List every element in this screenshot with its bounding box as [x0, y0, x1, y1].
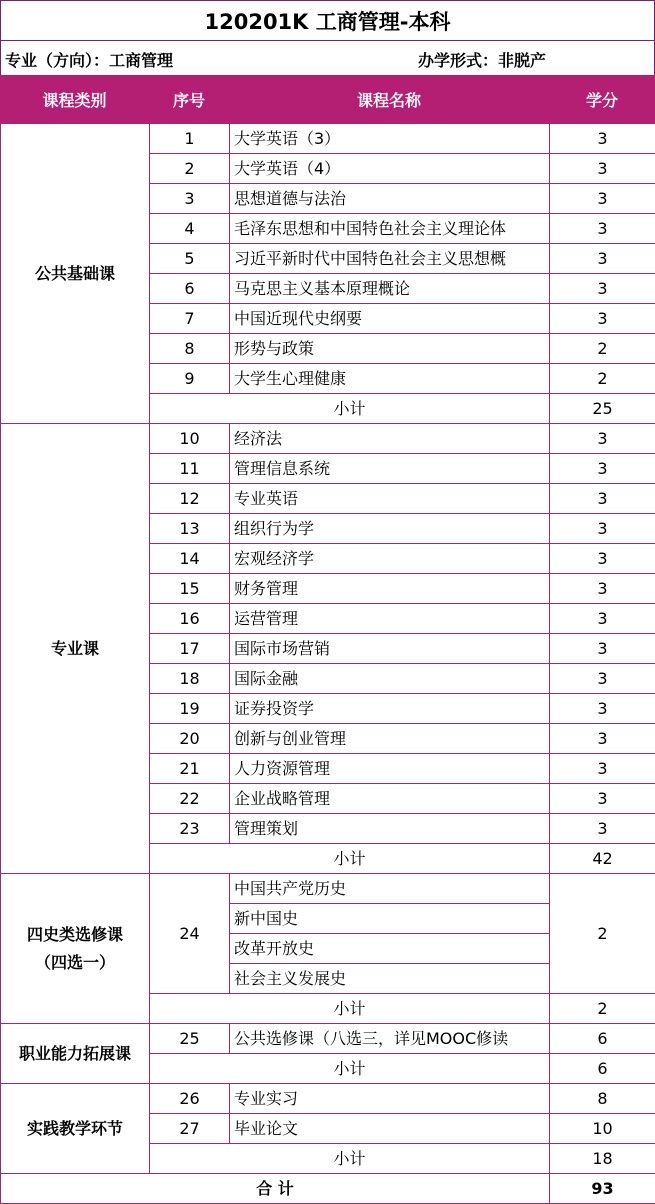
subtotal-value: 18 — [550, 1144, 655, 1174]
credit-cell: 3 — [550, 544, 655, 574]
course-name-cell: 专业英语 — [230, 484, 550, 514]
seq-cell: 6 — [150, 274, 230, 304]
subtotal-label: 小计 — [150, 1054, 550, 1084]
credit-cell: 3 — [550, 304, 655, 334]
credit-cell: 3 — [550, 514, 655, 544]
category-cell: 实践教学环节 — [1, 1084, 150, 1174]
total-row — [1, 1174, 655, 1204]
course-name-cell: 习近平新时代中国特色社会主义思想概 — [230, 244, 550, 274]
course-name-cell: 管理策划 — [230, 814, 550, 844]
credit-cell: 6 — [550, 1024, 655, 1054]
course-name-cell: 组织行为学 — [230, 514, 550, 544]
credit-cell: 8 — [550, 1084, 655, 1114]
credit-cell: 3 — [550, 274, 655, 304]
seq-cell: 14 — [150, 544, 230, 574]
seq-cell: 22 — [150, 784, 230, 814]
table-row — [1, 1024, 655, 1054]
category-cell — [1, 874, 150, 1024]
seq-cell: 9 — [150, 364, 230, 394]
category-name-line1: 四史类选修课 — [26, 924, 123, 944]
seq-cell: 5 — [150, 244, 230, 274]
course-table — [0, 123, 655, 1204]
course-name-cell: 管理信息系统 — [230, 454, 550, 484]
course-name-cell: 中国近现代史纲要 — [230, 304, 550, 334]
seq-cell: 25 — [150, 1024, 230, 1054]
course-name-cell: 创新与创业管理 — [230, 724, 550, 754]
category-name-line2: （四选一） — [34, 952, 115, 972]
category-cell: 职业能力拓展课 — [1, 1024, 150, 1084]
credit-cell: 3 — [550, 754, 655, 784]
seq-cell: 4 — [150, 214, 230, 244]
credit-cell: 3 — [550, 454, 655, 484]
seq-cell: 3 — [150, 184, 230, 214]
category-cell: 专业课 — [1, 424, 150, 874]
seq-cell: 16 — [150, 604, 230, 634]
course-name-cell: 国际金融 — [230, 664, 550, 694]
subtotal-value: 25 — [550, 394, 655, 424]
credit-cell: 2 — [550, 364, 655, 394]
subtotal-value: 42 — [550, 844, 655, 874]
credit-cell: 3 — [550, 724, 655, 754]
course-name-cell: 思想道德与法治 — [230, 184, 550, 214]
credit-cell: 3 — [550, 694, 655, 724]
course-name-cell: 宏观经济学 — [230, 544, 550, 574]
course-name-cell: 大学英语（4） — [230, 154, 550, 184]
seq-cell: 11 — [150, 454, 230, 484]
program-info — [0, 40, 655, 76]
seq-cell: 10 — [150, 424, 230, 454]
subtotal-label: 小计 — [150, 844, 550, 874]
table-row — [1, 1084, 655, 1114]
credit-cell: 2 — [550, 334, 655, 364]
header-name: 课程名称 — [356, 90, 421, 110]
seq-cell: 8 — [150, 334, 230, 364]
credit-cell: 3 — [550, 664, 655, 694]
subtotal-value: 6 — [550, 1054, 655, 1084]
seq-cell: 20 — [150, 724, 230, 754]
credit-cell: 3 — [550, 424, 655, 454]
course-name-cell: 形势与政策 — [230, 334, 550, 364]
seq-cell: 18 — [150, 664, 230, 694]
seq-cell: 15 — [150, 574, 230, 604]
subtotal-label: 小计 — [150, 994, 550, 1024]
subtotal-value: 2 — [550, 994, 655, 1024]
course-name-cell: 专业实习 — [230, 1084, 550, 1114]
subtotal-label: 小计 — [150, 394, 550, 424]
course-name-cell: 企业战略管理 — [230, 784, 550, 814]
seq-cell: 23 — [150, 814, 230, 844]
header-credit: 学分 — [585, 90, 618, 110]
credit-cell: 10 — [550, 1114, 655, 1144]
course-name-cell: 马克思主义基本原理概论 — [230, 274, 550, 304]
credit-cell: 3 — [550, 784, 655, 814]
credit-cell: 3 — [550, 634, 655, 664]
credit-cell: 3 — [550, 214, 655, 244]
total-value: 93 — [550, 1174, 655, 1204]
course-name-cell: 经济法 — [230, 424, 550, 454]
course-name-cell: 新中国史 — [230, 904, 550, 934]
credit-cell: 3 — [550, 154, 655, 184]
course-name-cell: 毛泽东思想和中国特色社会主义理论体 — [230, 214, 550, 244]
course-name-cell: 公共选修课（八选三，详见MOOC修读 — [230, 1024, 550, 1054]
credit-cell: 3 — [550, 484, 655, 514]
seq-cell: 1 — [150, 124, 230, 154]
seq-cell: 2 — [150, 154, 230, 184]
table-header — [0, 75, 655, 123]
course-name-cell: 人力资源管理 — [230, 754, 550, 784]
seq-cell: 17 — [150, 634, 230, 664]
total-label: 合 计 — [1, 1174, 550, 1204]
seq-cell: 19 — [150, 694, 230, 724]
credit-cell: 3 — [550, 244, 655, 274]
seq-cell: 21 — [150, 754, 230, 784]
course-name-cell: 财务管理 — [230, 574, 550, 604]
seq-cell: 12 — [150, 484, 230, 514]
table-row — [1, 124, 655, 154]
table-row — [1, 424, 655, 454]
course-name-cell: 中国共产党历史 — [230, 874, 550, 904]
seq-cell: 26 — [150, 1084, 230, 1114]
credit-cell: 3 — [550, 814, 655, 844]
course-name-cell: 国际市场营销 — [230, 634, 550, 664]
table-row — [1, 874, 655, 904]
course-name-cell: 大学英语（3） — [230, 124, 550, 154]
credit-cell: 3 — [550, 124, 655, 154]
credit-cell: 3 — [550, 604, 655, 634]
credit-cell: 2 — [550, 874, 655, 994]
credit-cell: 3 — [550, 574, 655, 604]
course-name-cell: 证券投资学 — [230, 694, 550, 724]
seq-cell: 27 — [150, 1114, 230, 1144]
course-name-cell: 社会主义发展史 — [230, 964, 550, 994]
subtotal-label: 小计 — [150, 1144, 550, 1174]
course-name-cell: 改革开放史 — [230, 934, 550, 964]
mode-label: 办学形式：非脱产 — [418, 51, 547, 70]
page-title: 120201K 工商管理-本科 — [0, 0, 655, 41]
major-label: 专业（方向）：工商管理 — [5, 51, 174, 70]
category-cell: 公共基础课 — [1, 124, 150, 424]
header-category: 课程类别 — [42, 90, 107, 110]
seq-cell: 13 — [150, 514, 230, 544]
course-name-cell: 运营管理 — [230, 604, 550, 634]
course-name-cell: 大学生心理健康 — [230, 364, 550, 394]
seq-cell: 24 — [150, 874, 230, 994]
header-seq: 序号 — [172, 90, 205, 110]
seq-cell: 7 — [150, 304, 230, 334]
credit-cell: 3 — [550, 184, 655, 214]
course-name-cell: 毕业论文 — [230, 1114, 550, 1144]
